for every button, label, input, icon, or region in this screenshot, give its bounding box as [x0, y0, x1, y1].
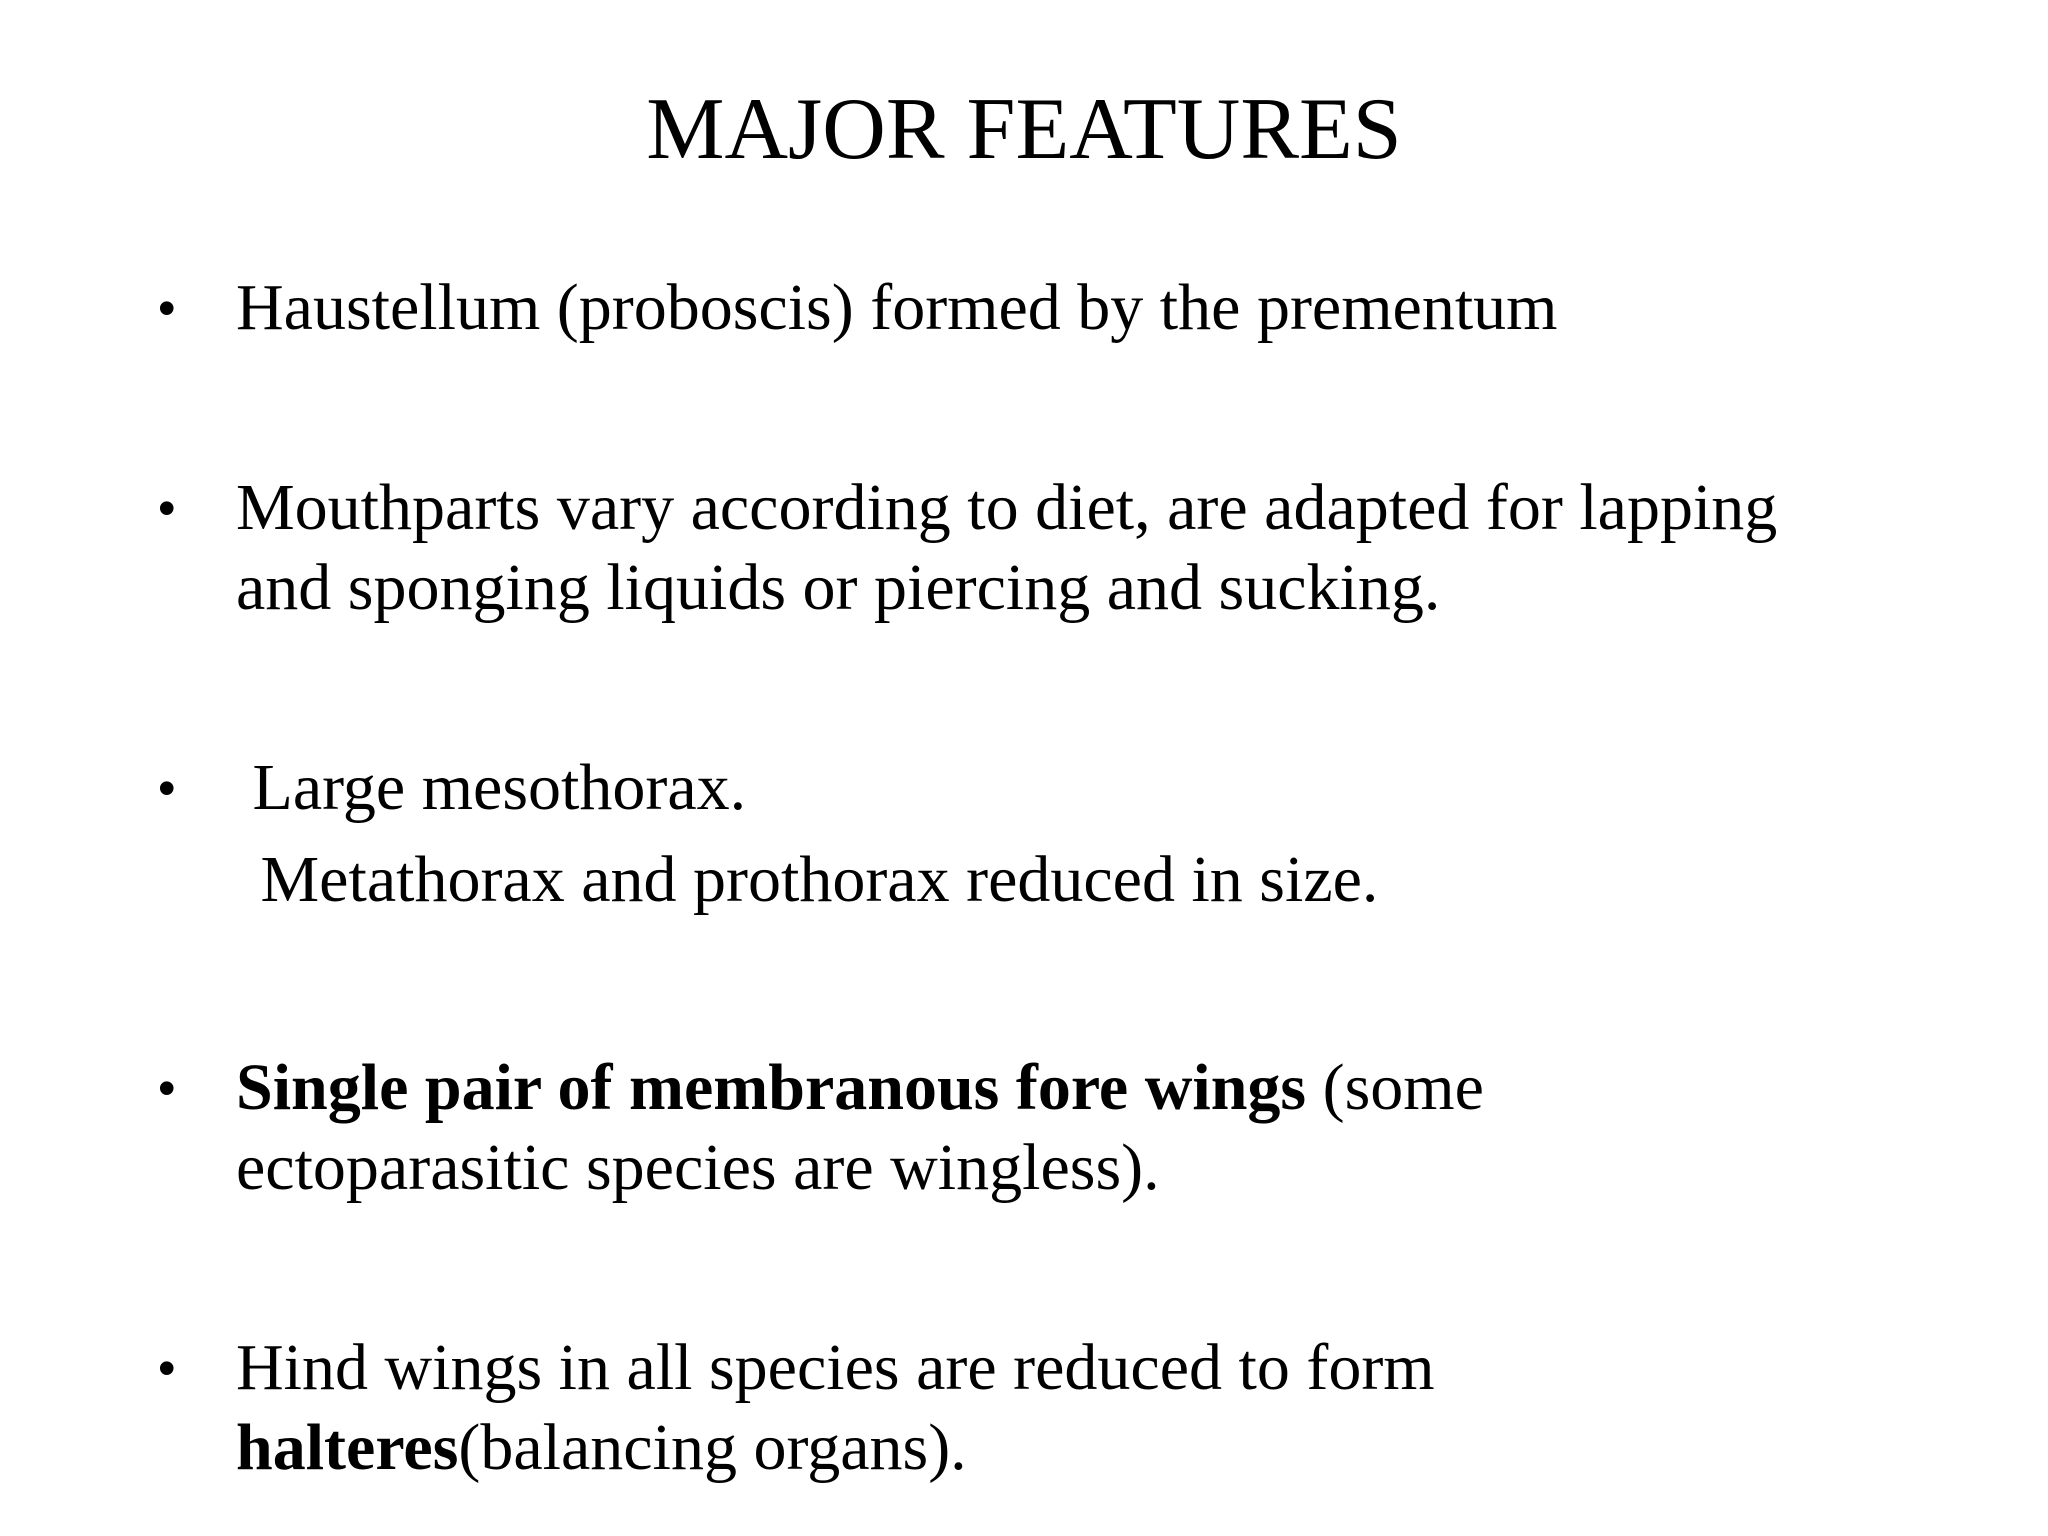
- bullet-bold-text: halteres: [236, 1411, 459, 1484]
- bullet-dot: •: [158, 1340, 176, 1396]
- slide-title: MAJOR FEATURES: [646, 81, 1402, 178]
- bullet-line: and sponging liquids or piercing and sucking.: [236, 551, 1441, 624]
- bullet-plain-text: (some: [1306, 1051, 1484, 1124]
- bullet-line: ectoparasitic species are wingless).: [236, 1131, 1160, 1204]
- bullet-dot: •: [158, 480, 176, 536]
- bullet-text: [236, 1328, 2036, 1488]
- bullet-text: [236, 1048, 2036, 1208]
- bullet-dot: •: [158, 1060, 176, 1116]
- bullet-text: [236, 468, 2036, 628]
- bullet-plain-text: (balancing organs).: [458, 1411, 967, 1484]
- bullet-line: Metathorax and prothorax reduced in size.: [244, 843, 1379, 916]
- bullet-line: [236, 1048, 2036, 1128]
- bullet-bold-text: Single pair of membranous fore wings: [236, 1051, 1307, 1124]
- bullet-line: Large mesothorax.: [236, 751, 747, 824]
- bullet-dot: •: [158, 280, 176, 336]
- bullet-line: Mouthparts vary according to diet, are adapted for lapping: [236, 471, 1778, 544]
- bullet-text: [236, 268, 2036, 348]
- bullet-line: [236, 1408, 2036, 1488]
- bullet-line: Haustellum (proboscis) formed by the prementum: [236, 271, 1558, 344]
- bullet-dot: •: [158, 760, 176, 816]
- bullet-line: Hind wings in all species are reduced to form: [236, 1331, 1435, 1404]
- bullet-text: [236, 748, 2036, 920]
